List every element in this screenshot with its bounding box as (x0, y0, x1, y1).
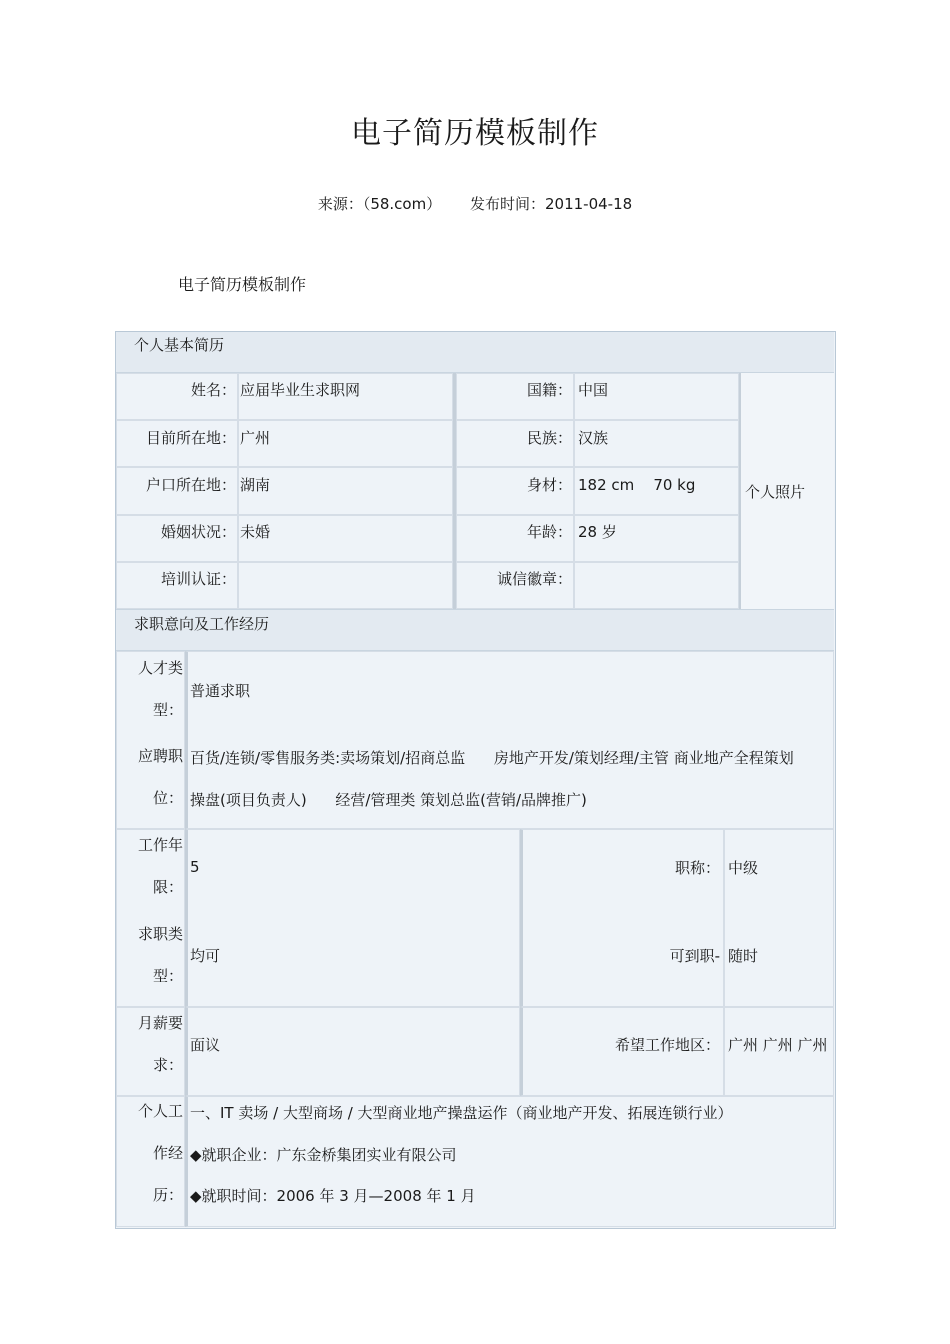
section-basic-title: 个人基本简历 (134, 336, 225, 354)
column-divider (453, 373, 456, 609)
arrival-label: 可到职- (669, 947, 720, 965)
photo-label: 个人照片 (745, 482, 806, 501)
hukou-label: 户口所在地： (145, 476, 236, 494)
job-type-label: 求职类 型： (137, 925, 183, 985)
ethnicity-label: 民族： (526, 429, 572, 447)
talent-type-value: 普通求职 (190, 682, 251, 700)
region-value: 广州 广州 广州 (728, 1036, 828, 1054)
photo-box (739, 373, 834, 609)
job-title-value: 中级 (728, 859, 759, 877)
job-type-value: 均可 (190, 947, 221, 965)
salary-value: 面议 (190, 1036, 221, 1054)
hukou-value: 湖南 (240, 476, 271, 494)
section-intent-header (116, 609, 834, 651)
name-value: 应届毕业生求职网 (240, 381, 361, 399)
section-basic-header (116, 332, 834, 373)
arrival-value: 随时 (728, 947, 759, 965)
talent-type-label: 人才类 型： (137, 659, 183, 719)
age-value: 28 岁 (578, 523, 617, 541)
nationality-label: 国籍： (526, 381, 572, 399)
salary-label: 月薪要 求： (137, 1014, 183, 1074)
basic-cell (574, 562, 739, 609)
basic-cell (238, 562, 453, 609)
age-label: 年龄： (526, 523, 572, 541)
basic-cell (238, 467, 453, 515)
marital-value: 未婚 (240, 523, 271, 541)
source-label: 来源：（58.com） (317, 195, 442, 213)
position-line-1: 百货/连锁/零售服务类:卖场策划/招商总监 房地产开发/策划经理/主管 商业地产全程策划 (190, 749, 794, 767)
source-meta (0, 193, 950, 214)
location-value: 广州 (240, 429, 271, 447)
job-title-label: 职称： (674, 859, 720, 877)
intent-label-cell (520, 829, 724, 1007)
subtitle: 电子简历模板制作 (178, 275, 307, 294)
intent-value-cell (185, 829, 520, 1007)
experience-label: 个人工 作经 历： (137, 1102, 183, 1204)
work-years-value: 5 (190, 858, 200, 876)
basic-cell (238, 515, 453, 562)
experience-line-3: ◆就职时间：2006 年 3 月—2008 年 1 月 (190, 1187, 476, 1205)
position-line-2: 操盘(项目负责人) 经营/管理类 策划总监(营销/品牌推广) (190, 791, 587, 809)
body-value: 182 cm 70 kg (578, 476, 696, 494)
publish-date: 发布时间：2011-04-18 (470, 195, 633, 213)
training-label: 培训认证： (160, 570, 236, 588)
work-years-label: 工作年 限： (137, 836, 183, 896)
intent-value-cell (185, 1007, 520, 1096)
nationality-value: 中国 (578, 381, 609, 399)
experience-line-1: 一、IT 卖场 / 大型商场 / 大型商业地产操盘运作（商业地产开发、拓展连锁行业） (190, 1104, 733, 1122)
ethnicity-value: 汉族 (578, 429, 609, 447)
intent-value-cell (724, 829, 834, 1007)
location-label: 目前所在地： (145, 429, 236, 447)
section-intent-title: 求职意向及工作经历 (134, 615, 270, 633)
basic-cell (238, 420, 453, 467)
page-title: 电子简历模板制作 (351, 116, 599, 151)
name-label: 姓名： (190, 381, 236, 399)
region-label: 希望工作地区： (614, 1036, 720, 1054)
experience-line-2: ◆就职企业：广东金桥集团实业有限公司 (190, 1146, 457, 1164)
credit-label: 诚信徽章： (496, 570, 572, 588)
body-label: 身材： (526, 476, 572, 494)
position-label: 应聘职 位： (137, 747, 183, 807)
marital-label: 婚姻状况： (160, 523, 236, 541)
